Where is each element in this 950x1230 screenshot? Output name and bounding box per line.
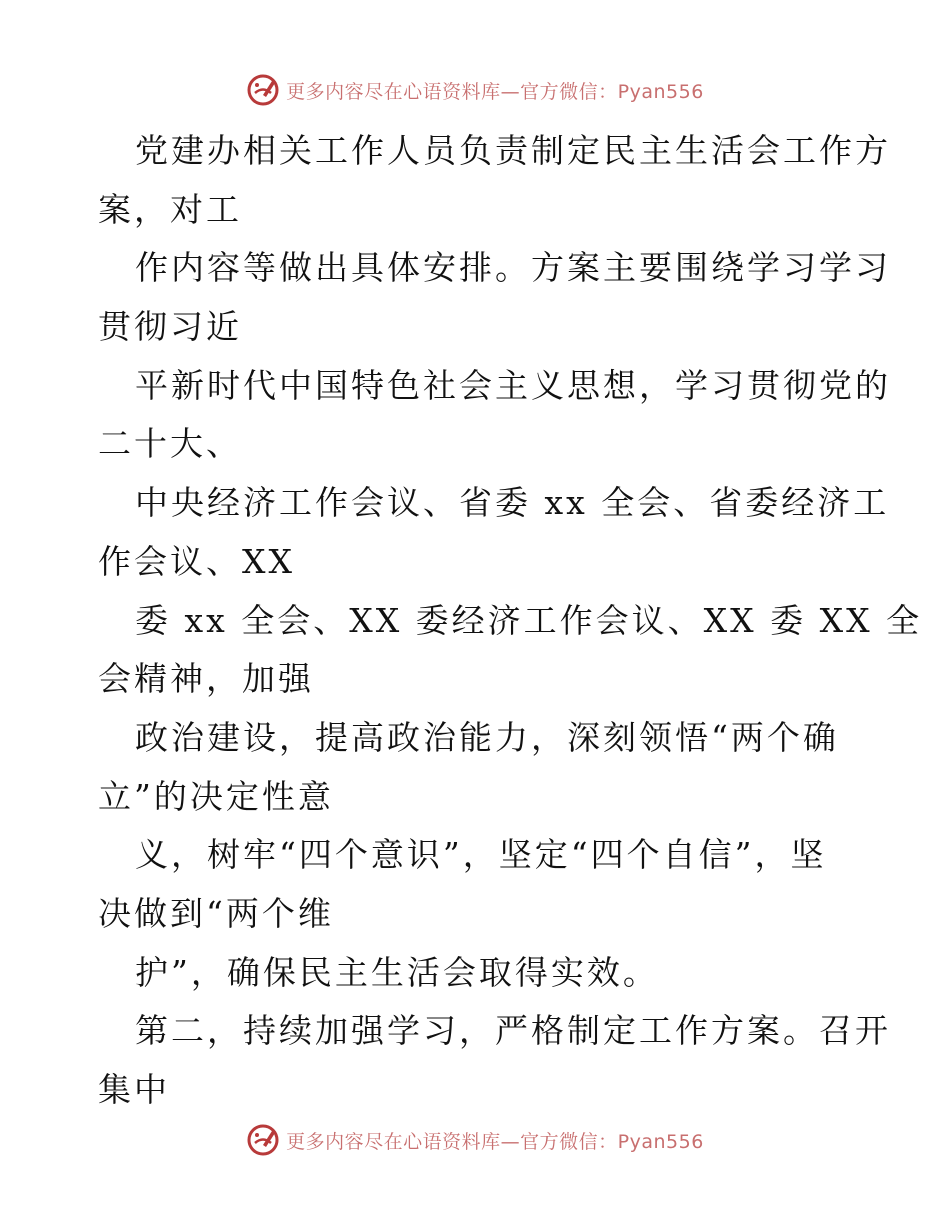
book-pen-logo-icon <box>246 1123 280 1157</box>
text-line: 二十大、 <box>98 424 242 464</box>
text-line: 义，树牢“四个意识”，坚定“四个自信”，坚 <box>135 835 827 875</box>
book-pen-logo-icon <box>246 73 280 107</box>
text-line: 平新时代中国特色社会主义思想，学习贯彻党的 <box>135 365 891 405</box>
text-line: 党建办相关工作人员负责制定民主生活会工作方 <box>135 131 891 170</box>
text-line: 护”，确保民主生活会取得实效。 <box>135 952 659 992</box>
header-watermark <box>0 70 950 110</box>
text-line: 集中 <box>98 1070 170 1109</box>
text-line: 会精神，加强 <box>98 659 314 699</box>
text-line: 作内容等做出具体安排。方案主要围绕学习学习 <box>135 248 891 288</box>
text-line: 第二，持续加强学习，严格制定工作方案。召开 <box>135 1011 891 1051</box>
text-line: 政治建设，提高政治能力，深刻领悟“两个确 <box>135 717 839 757</box>
text-line: 委 xx 全会、XX 委经济工作会议、XX 委 XX 全 <box>135 600 923 640</box>
watermark-text: 更多内容尽在心语资料库—官方微信：Pyan556 <box>286 1130 704 1153</box>
text-line: 中央经济工作会议、省委 xx 全会、省委经济工 <box>135 483 890 523</box>
text-line: 案，对工 <box>98 189 242 229</box>
document-body <box>98 122 923 1120</box>
text-line: 作会议、XX <box>98 541 295 581</box>
watermark-text: 更多内容尽在心语资料库—官方微信：Pyan556 <box>286 80 704 103</box>
footer-watermark <box>0 1120 950 1160</box>
text-line: 立”的决定性意 <box>98 776 334 816</box>
text-line: 贯彻习近 <box>98 307 242 347</box>
text-line: 决做到“两个维 <box>98 893 334 933</box>
